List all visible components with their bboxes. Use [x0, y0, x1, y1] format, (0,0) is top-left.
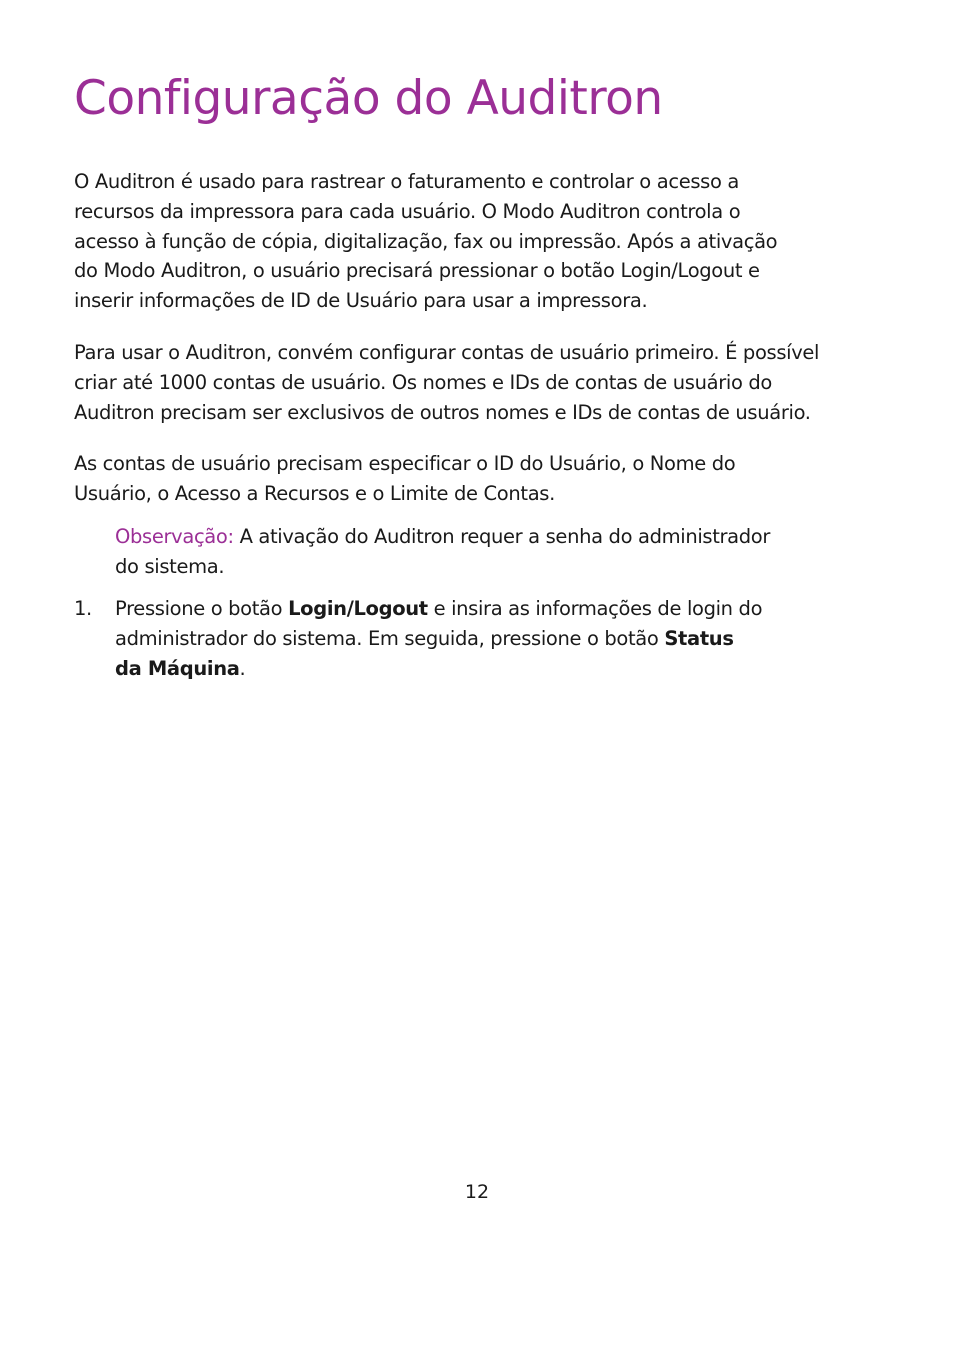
note-line	[115, 522, 875, 552]
step-line	[115, 624, 855, 654]
machine-status-button-name: da Máquina	[115, 656, 240, 680]
step-text: e insira as informações de login do	[427, 597, 763, 620]
requirements-paragraph	[74, 449, 874, 509]
step-text: administrador do sistema. Em seguida, pressione o botão	[115, 626, 665, 650]
paragraph-line: Auditron precisam ser exclusivos de outros nomes e IDs de contas de usuário.	[74, 400, 811, 424]
note-line: do sistema.	[115, 554, 225, 578]
paragraph-line: do Modo Auditron, o usuário precisará pressionar o botão Login/Logout e	[74, 259, 760, 283]
login-logout-button-name: Login/Logout	[288, 597, 428, 620]
page-number: 12	[464, 1181, 490, 1203]
paragraph-line: Para usar o Auditron, convém configurar contas de usuário primeiro. É possível	[74, 341, 820, 364]
step-line	[115, 654, 855, 684]
step-body	[115, 594, 855, 683]
step-number: 1.	[74, 597, 92, 620]
paragraph-line: O Auditron é usado para rastrear o faturamento e controlar o acesso a	[74, 170, 739, 193]
accounts-paragraph	[74, 338, 874, 427]
note-label: Observação:	[115, 525, 234, 548]
note-block	[115, 522, 875, 582]
machine-status-button-name: Status	[664, 626, 734, 650]
paragraph-line: acesso à função de cópia, digitalização, fax ou impressão. Após a ativação	[74, 229, 778, 253]
step-text: .	[239, 656, 246, 680]
note-text: A ativação do Auditron requer a senha do administrador	[233, 525, 771, 548]
paragraph-line: Usuário, o Acesso a Recursos e o Limite de Contas.	[74, 481, 555, 505]
intro-paragraph	[74, 167, 874, 316]
paragraph-line: recursos da impressora para cada usuário. O Modo Auditron controla o	[74, 199, 741, 223]
paragraph-line: inserir informações de ID de Usuário para usar a impressora.	[74, 289, 648, 313]
step-text: Pressione o botão	[115, 597, 289, 620]
step-line	[115, 594, 855, 624]
paragraph-line: criar até 1000 contas de usuário. Os nomes e IDs de contas de usuário do	[74, 370, 772, 394]
page-title: Configuração do Auditron	[74, 71, 663, 126]
paragraph-line: As contas de usuário precisam especificar o ID do Usuário, o Nome do	[74, 452, 736, 475]
